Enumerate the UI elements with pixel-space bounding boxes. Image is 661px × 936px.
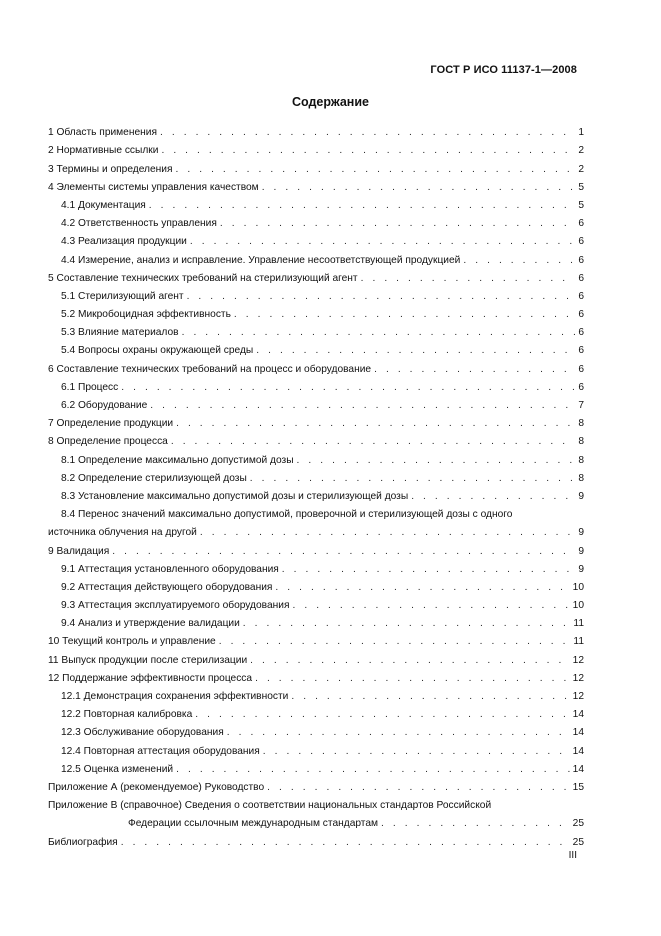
toc-entry-label: 5.1 Стерилизующий агент — [61, 290, 184, 302]
toc-entry-label: 9.3 Аттестация эксплуатируемого оборудования — [61, 600, 290, 612]
leader-dots — [195, 708, 569, 721]
toc-entry-page: 6 — [578, 236, 584, 248]
toc-entry — [48, 139, 584, 157]
toc-entry — [48, 758, 584, 776]
toc-entry-page: 5 — [578, 181, 584, 193]
leader-dots — [227, 726, 570, 739]
toc-entry — [48, 212, 584, 230]
toc-entry-8-4-line1 — [48, 503, 584, 521]
toc-entry — [48, 194, 584, 212]
toc-entry-label: 12.2 Повторная калибровка — [61, 709, 193, 721]
toc-entry-label: 4.1 Документация — [61, 199, 146, 211]
toc-entry-label: Библиография — [48, 836, 118, 848]
toc-entry — [48, 285, 584, 303]
toc-entry-label: 4.4 Измерение, анализ и исправление. Управление несоответствующей продукцией — [61, 254, 461, 266]
leader-dots — [263, 745, 570, 758]
toc-entry — [48, 703, 584, 721]
toc-entry — [48, 685, 584, 703]
toc-entry-label: 7 Определение продукции — [48, 418, 174, 430]
toc-entry-label: Приложение В (справочное) Сведения о соответствии национальных стандартов Российской — [48, 800, 492, 812]
leader-dots — [282, 563, 576, 576]
toc-entry-page: 6 — [578, 381, 584, 393]
toc-entry-label: 11 Выпуск продукции после стерилизации — [48, 654, 248, 666]
toc-entry — [48, 448, 584, 466]
toc-entry-page: 14 — [572, 709, 584, 721]
leader-dots — [176, 763, 570, 776]
toc-entry — [48, 721, 584, 739]
leader-dots — [255, 672, 570, 685]
toc-entry — [48, 539, 584, 557]
leader-dots — [149, 199, 576, 212]
toc-entry — [48, 121, 584, 139]
toc-entry-label: 3 Термины и определения — [48, 163, 173, 175]
toc-entry — [48, 303, 584, 321]
toc-entry-page: 9 — [578, 527, 584, 539]
toc-entry-label: 9 Валидация — [48, 545, 110, 557]
toc-entry-page: 9 — [578, 563, 584, 575]
toc-entry-page: 6 — [578, 309, 584, 321]
leader-dots — [361, 272, 576, 285]
page-number: III — [568, 850, 577, 861]
toc-entry-page: 9 — [578, 490, 584, 502]
toc-entry — [48, 467, 584, 485]
toc-entry-label: 4 Элементы системы управления качеством — [48, 181, 259, 193]
toc-entry-label: 12.4 Повторная аттестация оборудования — [61, 745, 260, 757]
toc-entry-page: 8 — [578, 454, 584, 466]
toc-entry-page: 6 — [578, 218, 584, 230]
leader-dots — [262, 181, 576, 194]
toc-entry-page: 2 — [578, 163, 584, 175]
toc-entry-page: 12 — [572, 672, 584, 684]
toc-entry-label: 5.2 Микробоцидная эффективность — [61, 309, 231, 321]
toc-entry-label: 10 Текущий контроль и управление — [48, 636, 216, 648]
toc-entry-label: 12 Поддержание эффективности процесса — [48, 672, 253, 684]
toc-entry-label: 12.3 Обслуживание оборудования — [61, 727, 224, 739]
toc-entry-label: Федерации ссылочным международным стандартам — [128, 818, 379, 830]
toc-entry-page: 6 — [578, 272, 584, 284]
leader-dots — [161, 144, 575, 157]
leader-dots — [160, 126, 575, 139]
toc-entry-label: 8.3 Установление максимально допустимой дозы и стерилизующей дозы — [61, 490, 409, 502]
toc-entry-page: 14 — [572, 745, 584, 757]
table-of-contents — [48, 121, 584, 849]
toc-entry — [48, 739, 584, 757]
toc-entry — [48, 430, 584, 448]
leader-dots — [374, 363, 575, 376]
leader-dots — [175, 163, 575, 176]
toc-entry — [48, 667, 584, 685]
leader-dots — [267, 781, 570, 794]
toc-entry-page: 12 — [572, 654, 584, 666]
leader-dots — [182, 326, 576, 339]
leader-dots — [219, 635, 571, 648]
toc-entry-page: 25 — [572, 836, 584, 848]
toc-entry-page: 6 — [578, 345, 584, 357]
leader-dots — [171, 435, 576, 448]
toc-entry-appendix-b-line1 — [48, 794, 584, 812]
toc-entry-page: 14 — [572, 763, 584, 775]
toc-entry-label: 6.2 Оборудование — [61, 400, 148, 411]
toc-entry-label: 12.5 Оценка изменений — [61, 763, 174, 775]
leader-dots — [121, 836, 570, 849]
page-title: Содержание — [291, 95, 369, 109]
toc-entry — [48, 630, 584, 648]
toc-entry-page: 6 — [578, 254, 584, 266]
toc-entry — [48, 248, 584, 266]
toc-entry-page: 11 — [573, 618, 584, 630]
leader-dots — [256, 344, 575, 357]
toc-entry — [48, 321, 584, 339]
toc-entry — [48, 267, 584, 285]
toc-entry — [48, 412, 584, 430]
toc-entry-label: 5 Составление технических требований на стерилизующий агент — [48, 272, 358, 284]
toc-entry-page: 6 — [578, 363, 584, 375]
toc-entry-page: 10 — [572, 600, 584, 612]
toc-entry — [48, 776, 584, 794]
toc-entry-page: 9 — [578, 545, 584, 557]
toc-entry-page: 8 — [578, 436, 584, 448]
toc-entry — [48, 376, 584, 394]
leader-dots — [234, 308, 575, 321]
toc-entry-label: 1 Область применения — [48, 127, 157, 139]
toc-entry-page: 8 — [578, 472, 584, 484]
leader-dots — [291, 690, 569, 703]
toc-entry-page: 8 — [578, 418, 584, 430]
toc-entry — [48, 357, 584, 375]
toc-entry-label: 8 Определение процесса — [48, 436, 168, 448]
toc-entry-label: 6.1 Процесс — [61, 381, 119, 393]
toc-entry-label: 5.4 Вопросы охраны окружающей среды — [61, 345, 254, 357]
toc-entry-8-4-line2 — [48, 521, 584, 539]
toc-entry — [48, 485, 584, 503]
toc-entry-page: 11 — [573, 636, 584, 648]
toc-entry — [48, 558, 584, 576]
toc-entry-label: 8.4 Перенос значений максимально допустимой, проверочной и стерилизующей дозы с одного — [61, 509, 513, 521]
leader-dots — [250, 654, 570, 667]
toc-entry-label: 6 Составление технических требований на процесс и оборудование — [48, 363, 372, 375]
leader-dots — [190, 235, 575, 248]
leader-dots — [121, 381, 575, 394]
toc-entry-bibliography — [48, 830, 584, 848]
leader-dots — [381, 817, 570, 830]
toc-entry-page: 5 — [578, 199, 584, 211]
leader-dots — [200, 526, 575, 539]
toc-entry-label: 4.2 Ответственность управления — [61, 218, 217, 230]
toc-entry-appendix-b-line2 — [48, 812, 584, 830]
leader-dots — [176, 417, 575, 430]
toc-entry — [48, 394, 584, 412]
toc-entry-page: 6 — [578, 290, 584, 302]
toc-entry — [48, 157, 584, 175]
leader-dots — [112, 545, 575, 558]
leader-dots — [220, 217, 575, 230]
leader-dots — [250, 472, 576, 485]
leader-dots — [411, 490, 575, 503]
toc-entry-label: 12.1 Демонстрация сохранения эффективности — [61, 691, 289, 702]
toc-entry-page: 12 — [572, 691, 584, 702]
toc-entry — [48, 576, 584, 594]
toc-entry-page: 15 — [572, 781, 584, 793]
toc-entry-page: 6 — [578, 327, 584, 339]
toc-entry-page: 7 — [578, 400, 584, 411]
document-header: ГОСТ Р ИСО 11137-1—2008 — [430, 64, 577, 76]
toc-entry-label: 2 Нормативные ссылки — [48, 145, 159, 157]
toc-entry — [48, 648, 584, 666]
toc-entry-page: 10 — [572, 581, 584, 593]
toc-entry-label: 9.1 Аттестация установленного оборудования — [61, 563, 279, 575]
leader-dots — [275, 581, 569, 594]
leader-dots — [187, 290, 576, 303]
toc-entry — [48, 339, 584, 357]
toc-entry-label: 8.2 Определение стерилизующей дозы — [61, 472, 247, 484]
leader-dots — [150, 399, 575, 412]
toc-entry — [48, 230, 584, 248]
toc-entry-label: 9.4 Анализ и утверждение валидации — [61, 618, 240, 630]
toc-entry-page: 14 — [572, 727, 584, 739]
toc-entry — [48, 594, 584, 612]
toc-entry-page: 2 — [578, 145, 584, 157]
toc-entry-page: 25 — [572, 818, 584, 830]
toc-entry-page: 1 — [578, 127, 584, 139]
toc-entry-label: 8.1 Определение максимально допустимой дозы — [61, 454, 294, 466]
toc-entry-label: 5.3 Влияние материалов — [61, 327, 179, 339]
toc-entry-label: источника облучения на другой — [48, 527, 197, 539]
leader-dots — [463, 254, 575, 267]
toc-entry-label: 4.3 Реализация продукции — [61, 236, 187, 248]
toc-entry — [48, 176, 584, 194]
toc-entry-label: 9.2 Аттестация действующего оборудования — [61, 581, 273, 593]
toc-entry — [48, 612, 584, 630]
leader-dots — [243, 617, 571, 630]
leader-dots — [292, 599, 569, 612]
toc-entry-label: Приложение А (рекомендуемое) Руководство — [48, 781, 265, 793]
leader-dots — [297, 454, 576, 467]
